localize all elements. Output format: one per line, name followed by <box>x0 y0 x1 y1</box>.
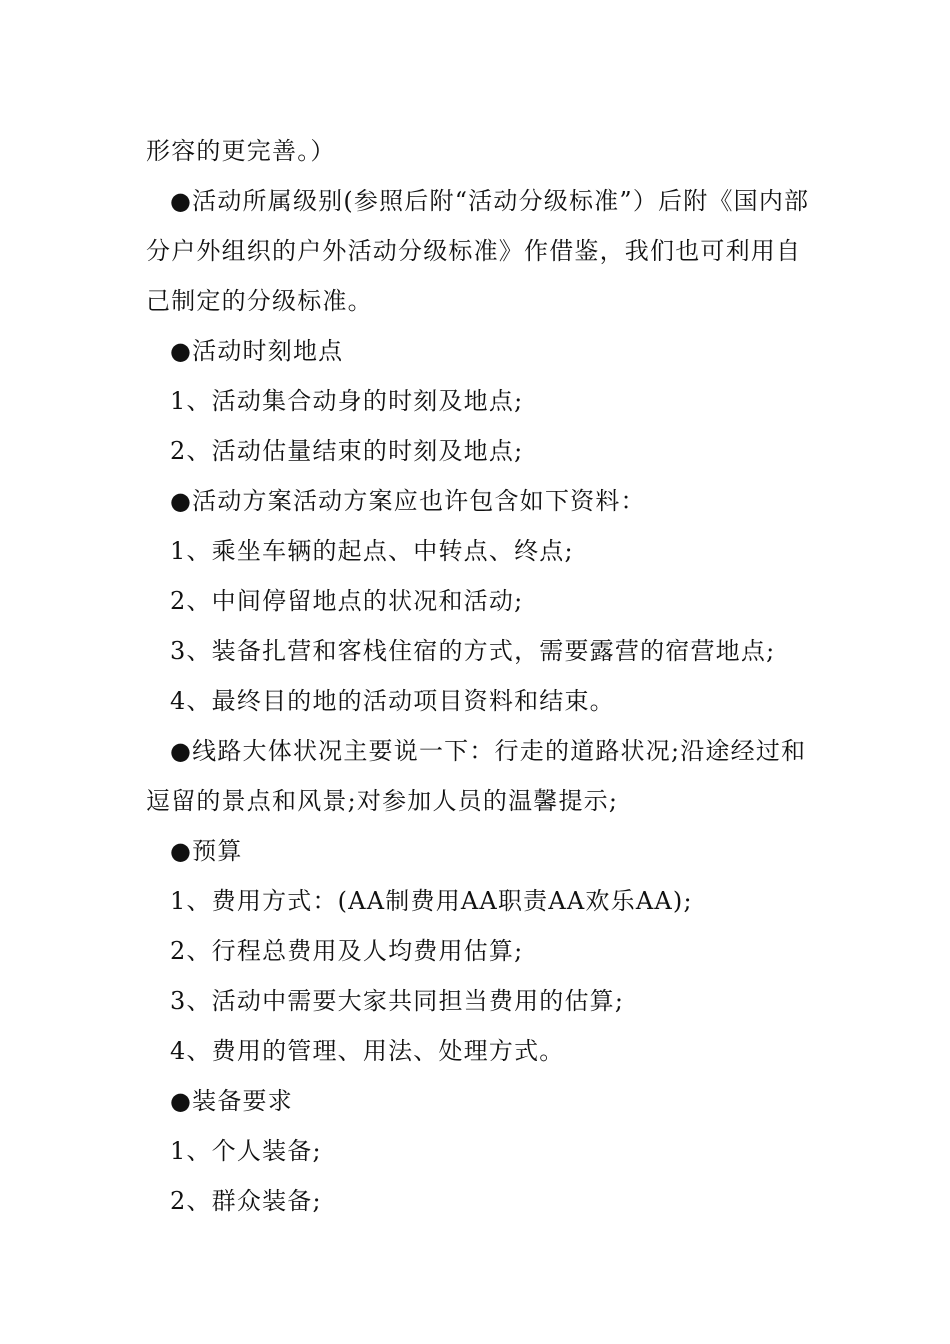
list-item-departure: 1、活动集合动身的时刻及地点; <box>170 387 524 415</box>
list-item-group-gear: 2、群众装备; <box>170 1187 322 1215</box>
list-item-total-cost: 2、行程总费用及人均费用估算; <box>170 937 524 965</box>
heading-budget: ●预算 <box>170 837 243 865</box>
heading-time-location: ●活动时刻地点 <box>170 337 344 365</box>
list-item-destination: 4、最终目的地的活动项目资料和结束。 <box>170 687 615 715</box>
paragraph-continuation: 形容的更完善。） <box>146 137 336 165</box>
list-item-camping: 3、装备扎营和客栈住宿的方式，需要露营的宿营地点; <box>170 637 776 665</box>
paragraph-activity-level: ●活动所属级别(参照后附“活动分级标准”）后附《国内部分户外组织的户外活动分级标准》作借鉴，我们也可利用自己制定的分级标准。 <box>146 187 810 315</box>
list-item-shared-cost: 3、活动中需要大家共同担当费用的估算; <box>170 987 625 1015</box>
document-body <box>146 126 810 1226</box>
list-item-end: 2、活动估量结束的时刻及地点; <box>170 437 524 465</box>
list-item-personal-gear: 1、个人装备; <box>170 1137 322 1165</box>
heading-equipment: ●装备要求 <box>170 1087 293 1115</box>
list-item-cost-method: 1、费用方式：(AA制费用AA职责AA欢乐AA); <box>170 887 693 915</box>
paragraph-route-conditions: ●线路大体状况主要说一下：行走的道路状况;沿途经过和逗留的景点和风景;对参加人员的温馨提示; <box>146 737 807 815</box>
list-item-stops: 2、中间停留地点的状况和活动; <box>170 587 524 615</box>
heading-activity-plan: ●活动方案活动方案应也许包含如下资料： <box>170 487 646 515</box>
list-item-vehicle: 1、乘坐车辆的起点、中转点、终点; <box>170 537 574 565</box>
list-item-cost-management: 4、费用的管理、用法、处理方式。 <box>170 1037 565 1065</box>
